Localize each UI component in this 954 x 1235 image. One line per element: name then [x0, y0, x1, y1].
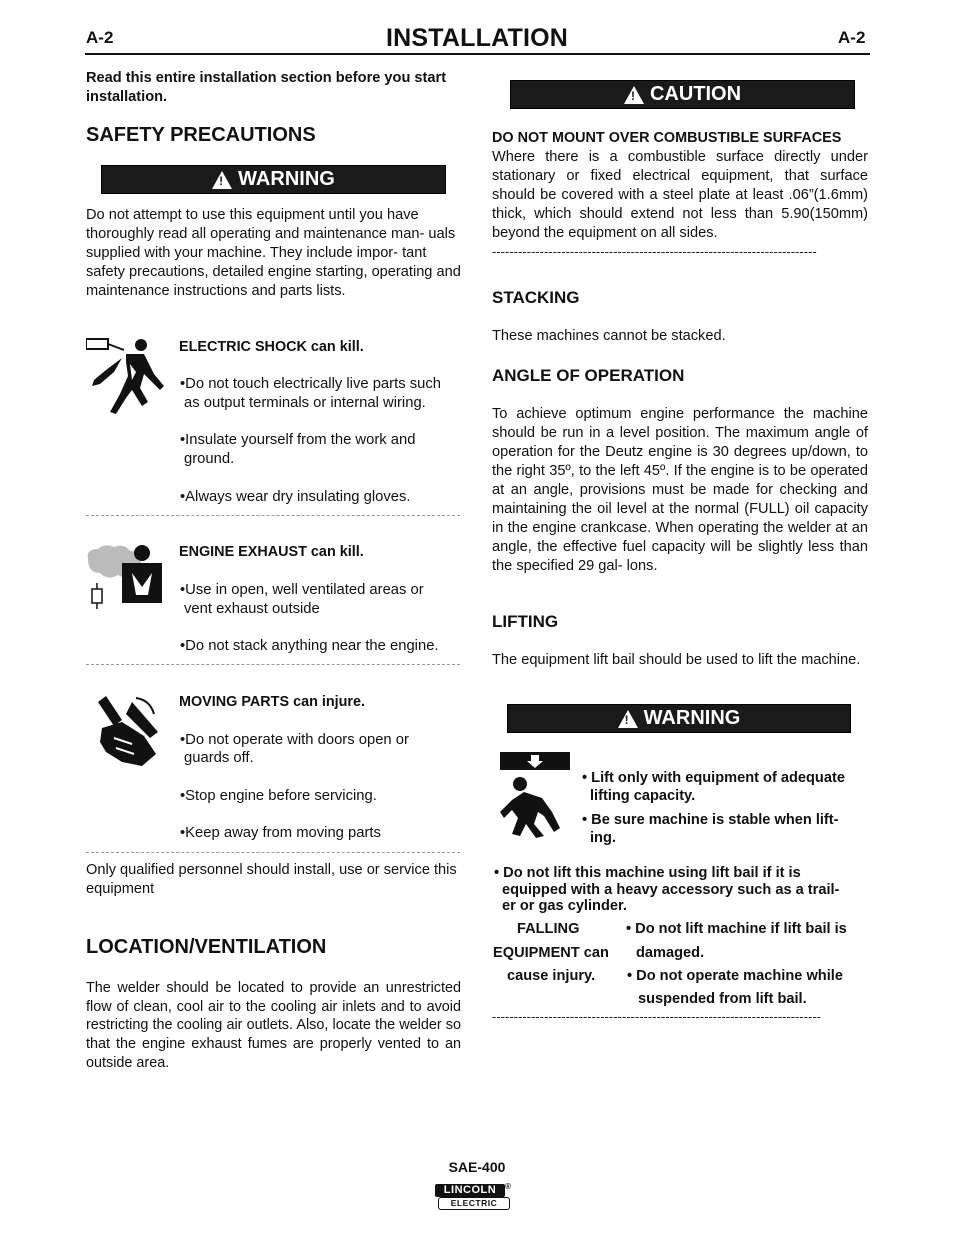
falling-bullet-1b: damaged.	[636, 945, 705, 961]
moving-title: MOVING PARTS can injure.	[179, 694, 366, 710]
shock-bullet-2a: •Insulate yourself from the work and	[180, 432, 416, 448]
lift-bullet-1a: • Lift only with equipment of adequate	[582, 770, 845, 786]
electric-shock-icon	[86, 336, 166, 416]
falling-label-1: FALLING	[517, 921, 580, 937]
shock-bullet-2b: ground.	[184, 451, 235, 467]
warning-banner-left	[101, 165, 446, 194]
intro-text: Read this entire installation section before you start installation.	[86, 70, 447, 105]
logo-registered: ®	[505, 1182, 511, 1191]
divider	[86, 852, 460, 853]
lift-bullet-2b: ing.	[590, 830, 616, 846]
moving-bullet-3: •Keep away from moving parts	[180, 825, 381, 841]
falling-label-3: cause injury.	[507, 968, 596, 984]
mount-heading: DO NOT MOUNT OVER COMBUSTIBLE SURFACES	[492, 130, 842, 146]
lincoln-electric-logo	[435, 1184, 511, 1212]
exhaust-bullet-1a: •Use in open, well ventilated areas or	[180, 582, 424, 598]
lifting-paragraph: The equipment lift bail should be used to lift the machine.	[492, 652, 861, 668]
lift-bullet-1b: lifting capacity.	[590, 788, 696, 804]
warning-label: WARNING	[238, 168, 335, 190]
shock-bullet-1a: •Do not touch electrically live parts such	[180, 376, 441, 392]
lift-bullet-3b: equipped with a heavy accessory such as a trail-	[502, 882, 840, 898]
falling-bullet-2a: • Do not operate machine while	[627, 968, 843, 984]
falling-bullet-1a: • Do not lift machine if lift bail is	[626, 921, 847, 937]
dashed-separator: ----------------------------------------------------------------------------	[492, 1009, 822, 1024]
page-number-right: A-2	[838, 28, 866, 47]
safety-heading: SAFETY PRECAUTIONS	[86, 124, 316, 146]
stacking-paragraph: These machines cannot be stacked.	[492, 328, 726, 344]
header-rule	[85, 53, 870, 55]
qualified-text: Only qualified personnel should install, use or service this equipment	[86, 862, 457, 897]
moving-bullet-1a: •Do not operate with doors open or	[180, 732, 409, 748]
lift-bullet-3c: er or gas cylinder.	[502, 898, 627, 914]
stacking-heading: STACKING	[492, 288, 580, 307]
mount-paragraph: Where there is a combustible surface directly under stationary or fixed electrical equipment, that surface should be covered with a steel plate at least .06”(1.6mm) thick, which should extend not less than 5.90(150mm) beyond the equipment on all sides.	[492, 149, 868, 241]
lift-bullet-3a: • Do not lift this machine using lift bail if it is	[494, 865, 801, 881]
warning-label: WARNING	[643, 707, 741, 729]
warning-triangle-icon: !	[618, 710, 638, 728]
logo-bottom: ELECTRIC	[438, 1197, 510, 1210]
angle-heading: ANGLE OF OPERATION	[492, 366, 685, 385]
falling-equipment-icon	[498, 752, 572, 838]
caution-label: CAUTION	[649, 83, 742, 105]
lifting-heading: LIFTING	[492, 612, 559, 631]
model-number: SAE-400	[448, 1159, 506, 1175]
caution-banner	[510, 80, 855, 109]
moving-parts-hand-icon	[92, 692, 162, 768]
divider	[86, 664, 460, 665]
shock-bullet-3: •Always wear dry insulating gloves.	[180, 489, 411, 505]
lift-bullet-2a: • Be sure machine is stable when lift-	[582, 812, 839, 828]
exhaust-bullet-2: •Do not stack anything near the engine.	[180, 638, 439, 654]
divider	[86, 515, 460, 516]
safety-paragraph: Do not attempt to use this equipment until you have thoroughly read all operating and maintenance man- uals supplied with your machine. They include impor- tant safety precautions, detailed engine starting, operating and maintenance instructions and parts lists.	[86, 207, 461, 299]
dashed-separator: ---------------------------------------------------------------------------	[492, 244, 817, 259]
exhaust-bullet-1b: vent exhaust outside	[184, 601, 320, 617]
shock-title: ELECTRIC SHOCK can kill.	[179, 339, 364, 355]
warning-triangle-icon: !	[212, 171, 232, 189]
angle-paragraph: To achieve optimum engine performance the machine should be run in a level position. The maximum angle of operation for the Deutz engine is 30 degrees up/down, to the right 35º, to the left 45º. If the engine is to be operated at an angle, provisions must be made for checking and maintaining the oil level at the normal (FULL) oil capacity in the engine crankcase. When operating the welder at an angle, the effective fuel capacity will be slightly less than the specified 29 gal- lons.	[492, 406, 868, 574]
moving-bullet-1b: guards off.	[184, 750, 254, 766]
location-paragraph: The welder should be located to provide an unrestricted flow of clean, cool air to the cooling air inlets and to avoid restricting the cooling air outlets. Also, locate the welder so that the engine exhaust fumes are properly vented to an outside area.	[86, 980, 461, 1071]
falling-bullet-2b: suspended from lift bail.	[638, 991, 807, 1007]
falling-label-2: EQUIPMENT can	[493, 945, 609, 961]
engine-exhaust-icon	[84, 543, 166, 613]
moving-bullet-2: •Stop engine before servicing.	[180, 788, 377, 804]
exhaust-title: ENGINE EXHAUST can kill.	[179, 544, 364, 560]
warning-banner-right	[507, 704, 851, 733]
page-number-left: A-2	[86, 28, 114, 47]
caution-triangle-icon: !	[624, 86, 644, 104]
shock-bullet-1b: as output terminals or internal wiring.	[184, 395, 426, 411]
location-heading: LOCATION/VENTILATION	[86, 936, 327, 958]
page-title: INSTALLATION	[385, 24, 568, 52]
logo-top: LINCOLN	[435, 1184, 505, 1197]
